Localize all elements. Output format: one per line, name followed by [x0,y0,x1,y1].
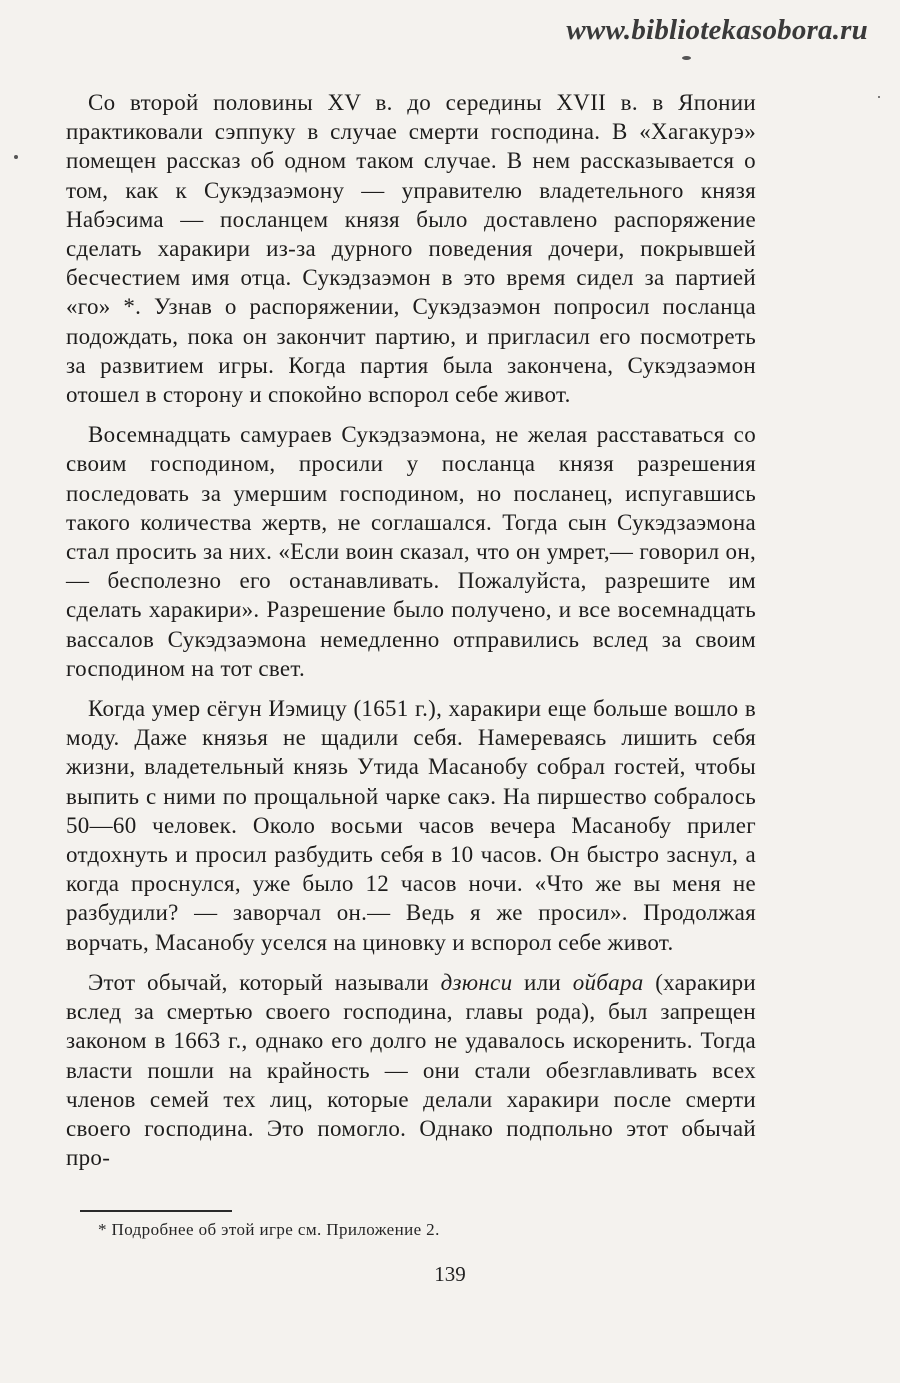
footnote-text: * Подробнее об этой игре см. Приложение 2. [98,1220,440,1239]
footnote-separator [80,1210,232,1212]
paragraph-text: Этот обычай, который называли [88,969,441,995]
paragraph [66,88,756,409]
italic-term: дзюнси [440,969,513,995]
paragraph [66,420,756,683]
scan-speck [682,56,691,60]
paragraph-text: или [512,969,573,995]
paragraph [66,968,756,1172]
paragraph-text: Восемнадцать самураев Сукэдзаэмона, не желая расставаться со своим господином, просили у посланца князя разрешения последовать за умершим господином, но посланец, испугавшись такого количества жертв, не соглашался. Тогда сын Сукэдзаэмона стал просить за них. «Если воин сказал, что он умрет,— говорил он,— бесполезно его останавливать. Пожалуйста, разрешите им сделать харакири». Разрешение было получено, и все восемнадцать вассалов Сукэдзаэмона немедленно отправились вслед за своим господином на тот свет. [66,422,756,681]
page-body-text [66,88,756,1183]
paragraph-text: (харакири вслед за смертью своего господина, главы рода), был запрещен законом в 1663 г., однако его долго не удавалось искоренить. Тогда власти пошли на крайность — они стали обезглавливать всех членов семей тех лиц, которые делали харакири после смерти своего господина. Это помогло. Однако подпольно этот обычай про- [66,969,756,1171]
paragraph-text: Со второй половины XV в. до середины XVII в. в Японии практиковали сэппуку в случае смерти господина. В «Хагакурэ» помещен рассказ об одном таком случае. В нем рассказывается о том, как к Сукэдзаэмону — управителю владетельного князя Набэсима — посланцем князя было доставлено распоряжение сделать харакири из-за дурного поведения дочери, покрывшей бесчестием имя отца. Сукэдзаэмон в это время сидел за партией «го» *. Узнав о распоряжении, Сукэдзаэмон попросил посланца подождать, пока он закончит партию, и пригласил его посмотреть за развитием игры. Когда партия была закончена, Сукэдзаэмон отошел в сторону и спокойно вспорол себе живот. [66,90,756,408]
site-watermark: www.bibliotekasobora.ru [566,14,868,46]
paragraph [66,694,756,957]
page-number: 139 [434,1262,466,1286]
scan-speck [14,155,18,159]
scan-speck [878,96,880,98]
italic-term: ойбара [572,969,644,995]
paragraph-text: Когда умер сёгун Иэмицу (1651 г.), харакири еще больше вошло в моду. Даже князья не щадили себя. Намереваясь лишить себя жизни, владетельный князь Утида Масанобу собрал гостей, чтобы выпить с ними по прощальной чарке сакэ. На пиршество собралось 50—60 человек. Около восьми часов вечера Масанобу прилег отдохнуть и просил разбудить себя в 10 часов. Он быстро заснул, а когда проснулся, уже было 12 часов ночи. «Что же вы меня не разбудили? — заворчал он.— Ведь я же просил». Продолжая ворчать, Масанобу уселся на циновку и вспорол себе живот. [66,696,756,955]
